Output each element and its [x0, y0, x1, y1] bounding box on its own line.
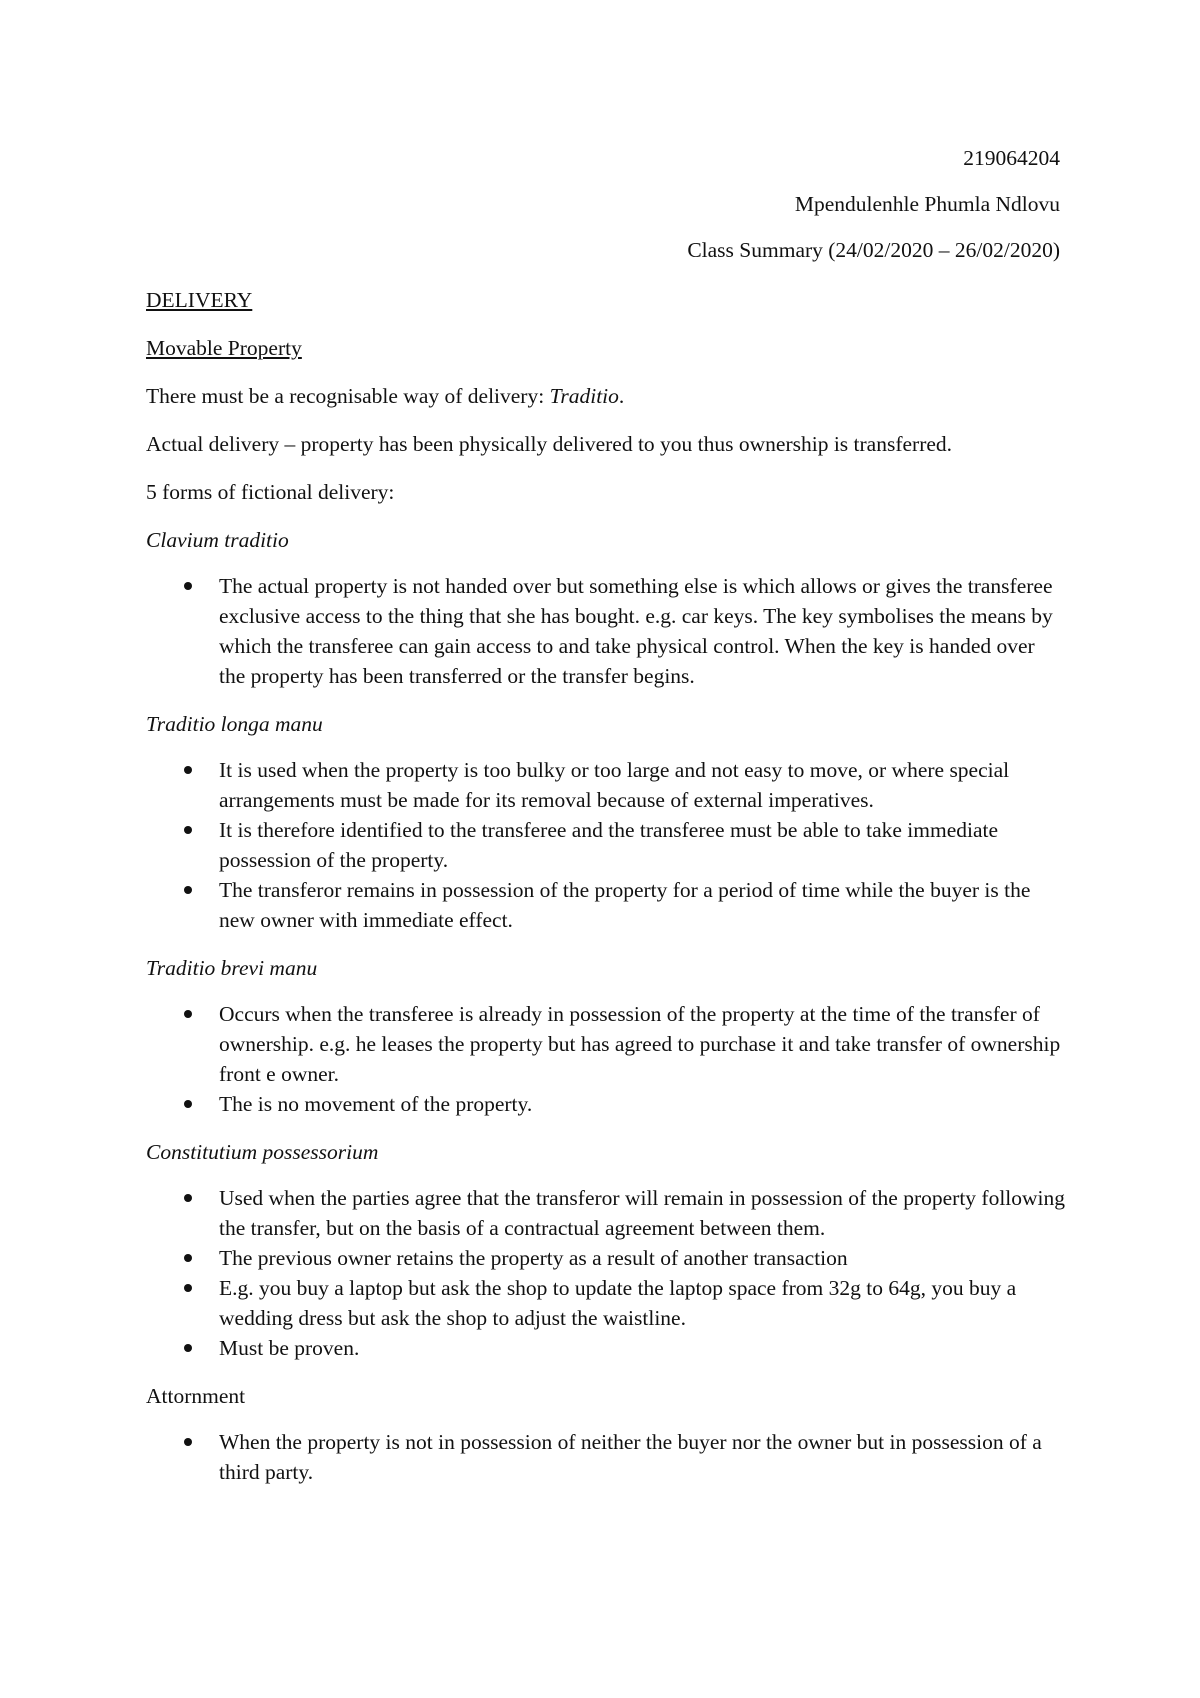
bullet-icon — [184, 766, 192, 774]
list-item-text: The transferor remains in possession of the property for a period of time while the buyer is the new owner with immediate effect. — [219, 878, 1031, 932]
section-title-attornment: Attornment — [146, 1384, 246, 1408]
bullet-icon — [184, 582, 192, 590]
intro-end: . — [618, 384, 625, 408]
list-item-text: Must be proven. — [219, 1336, 360, 1360]
section-title-constitutium-possessorium: Constitutium possessorium — [146, 1140, 379, 1164]
section-heading: DELIVERY — [146, 288, 253, 312]
student-number: 219064204 — [963, 146, 1060, 170]
list-item-text: The previous owner retains the property as a result of another transaction — [219, 1246, 848, 1270]
bullet-icon — [184, 886, 192, 894]
list-item-text: Used when the parties agree that the transferor will remain in possession of the property following the transfer, but on the basis of a contractual agreement between them. — [219, 1186, 1066, 1240]
bullet-icon — [184, 1438, 192, 1446]
bullet-icon — [184, 1254, 192, 1262]
intro-text: There must be a recognisable way of delivery: — [146, 384, 550, 408]
list-item-text: The actual property is not handed over but something else is which allows or gives the transferee exclusive access to the thing that she has bought. e.g. car keys. The key symbolises the means by which the transferee can gain access to and take physical control. When the key is handed over the property has been transferred or the transfer begins. — [219, 574, 1053, 688]
list-item-text: The is no movement of the property. — [219, 1092, 533, 1116]
bullet-icon — [184, 1194, 192, 1202]
subheading: Movable Property — [146, 336, 302, 360]
list-item-text: It is used when the property is too bulky or too large and not easy to move, or where special arrangements must be made for its removal because of external imperatives. — [219, 758, 1010, 812]
list-item — [219, 999, 1066, 1089]
bullet-icon — [184, 1100, 192, 1108]
bullet-icon — [184, 1344, 192, 1352]
list-item — [219, 1333, 1066, 1363]
bullet-list — [146, 999, 1066, 1119]
section-title-clavium-traditio: Clavium traditio — [146, 528, 289, 552]
list-item — [219, 1183, 1066, 1243]
actual-delivery-paragraph: Actual delivery – property has been physically delivered to you thus ownership is transferred. — [146, 432, 953, 456]
intro-italic: Traditio — [549, 384, 619, 408]
list-item — [219, 875, 1066, 935]
list-item — [219, 1243, 1066, 1273]
list-item-text: When the property is not in possession of neither the buyer nor the owner but in possession of a third party. — [219, 1430, 1042, 1484]
list-item — [219, 1089, 1066, 1119]
document-body — [146, 285, 1066, 1505]
list-item — [219, 815, 1066, 875]
section-title-traditio-longa-manu: Traditio longa manu — [146, 712, 323, 736]
list-item — [219, 1273, 1066, 1333]
student-name: Mpendulenhle Phumla Ndlovu — [794, 192, 1060, 216]
intro-paragraph — [146, 381, 1066, 411]
list-item-text: E.g. you buy a laptop but ask the shop to update the laptop space from 32g to 64g, you buy a wedding dress but ask the shop to adjust the waistline. — [219, 1276, 1017, 1330]
bullet-icon — [184, 1010, 192, 1018]
bullet-list — [146, 571, 1066, 691]
bullet-list — [146, 1183, 1066, 1363]
bullet-list — [146, 1427, 1066, 1487]
section-title-traditio-brevi-manu: Traditio brevi manu — [146, 956, 318, 980]
list-item-text: Occurs when the transferee is already in possession of the property at the time of the transfer of ownership. e.g. he leases the property but has agreed to purchase it and take transfer of ownership front e owner. — [219, 1002, 1061, 1086]
list-item — [219, 755, 1066, 815]
bullet-icon — [184, 826, 192, 834]
summary-title: Class Summary (24/02/2020 – 26/02/2020) — [687, 238, 1060, 262]
bullet-list — [146, 755, 1066, 935]
list-item — [219, 1427, 1066, 1487]
bullet-icon — [184, 1284, 192, 1292]
forms-intro: 5 forms of fictional delivery: — [146, 480, 395, 504]
list-item — [219, 571, 1066, 691]
list-item-text: It is therefore identified to the transferee and the transferee must be able to take immediate possession of the property. — [219, 818, 999, 872]
